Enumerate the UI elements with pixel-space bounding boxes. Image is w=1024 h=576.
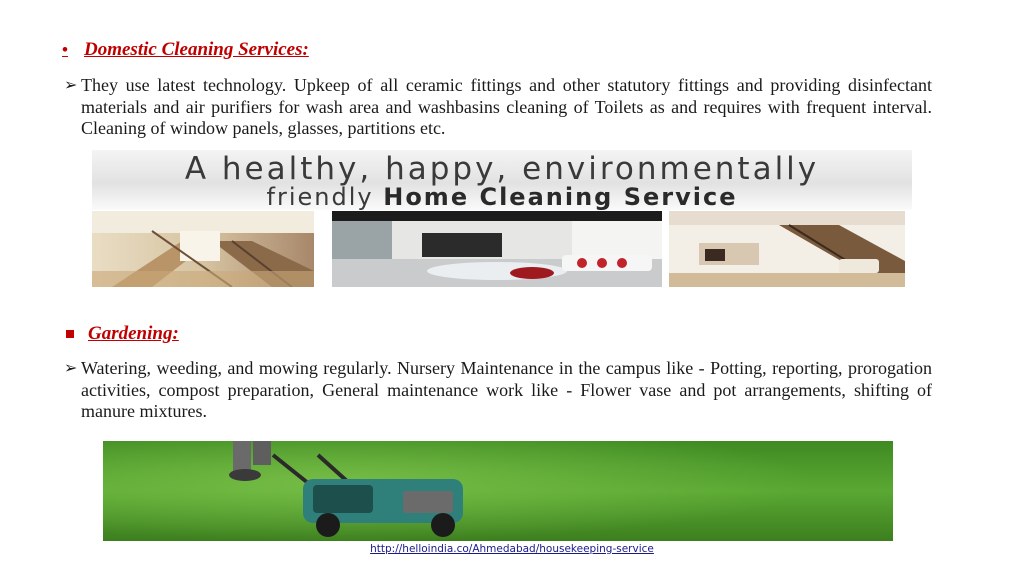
- banner-line-1: A healthy, happy, environmentally: [184, 151, 820, 187]
- interior-photo-living-room: [332, 211, 662, 287]
- banner-title: [92, 150, 912, 210]
- lawn-mowing-photo: [103, 441, 893, 541]
- gardening-paragraph-text: Watering, weeding, and mowing regularly. Nursery Maintenance in the campus like - Potting, reporting, prorogation activities, compost preparation, General maintenance work like - Flower vase and pot arrangements, shifting of manure mixtures.: [81, 358, 932, 421]
- square-bullet-icon: [66, 330, 74, 338]
- cleaning-heading-text: Domestic Cleaning Services:: [84, 39, 309, 60]
- arrow-bullet-icon: ➢: [64, 360, 78, 377]
- cleaning-paragraph: [64, 75, 932, 140]
- banner-line-2-bold: Home Cleaning Service: [383, 183, 738, 211]
- banner-line-2: [92, 184, 912, 210]
- banner-line-2-prefix: friendly: [266, 183, 384, 211]
- gardening-heading-text: Gardening:: [88, 323, 179, 344]
- bullet-dot-icon: •: [62, 40, 68, 59]
- gardening-paragraph: [64, 358, 932, 423]
- section-heading-gardening: [62, 323, 179, 345]
- home-cleaning-banner: [92, 150, 912, 295]
- interior-photo-stairs: [92, 211, 314, 287]
- arrow-bullet-icon: ➢: [64, 77, 78, 94]
- source-link[interactable]: http://helloindia.co/Ahmedabad/housekeeping-service: [370, 543, 654, 555]
- cleaning-paragraph-text: They use latest technology. Upkeep of all ceramic fittings and other statutory fittings and providing disinfectant materials and air purifiers for wash area and washbasins cleaning of Toilets as and requires with frequent interval. Cleaning of window panels, glasses, partitions etc.: [81, 75, 932, 138]
- interior-photo-staircase-room: [669, 211, 905, 287]
- section-heading-cleaning: [62, 39, 309, 61]
